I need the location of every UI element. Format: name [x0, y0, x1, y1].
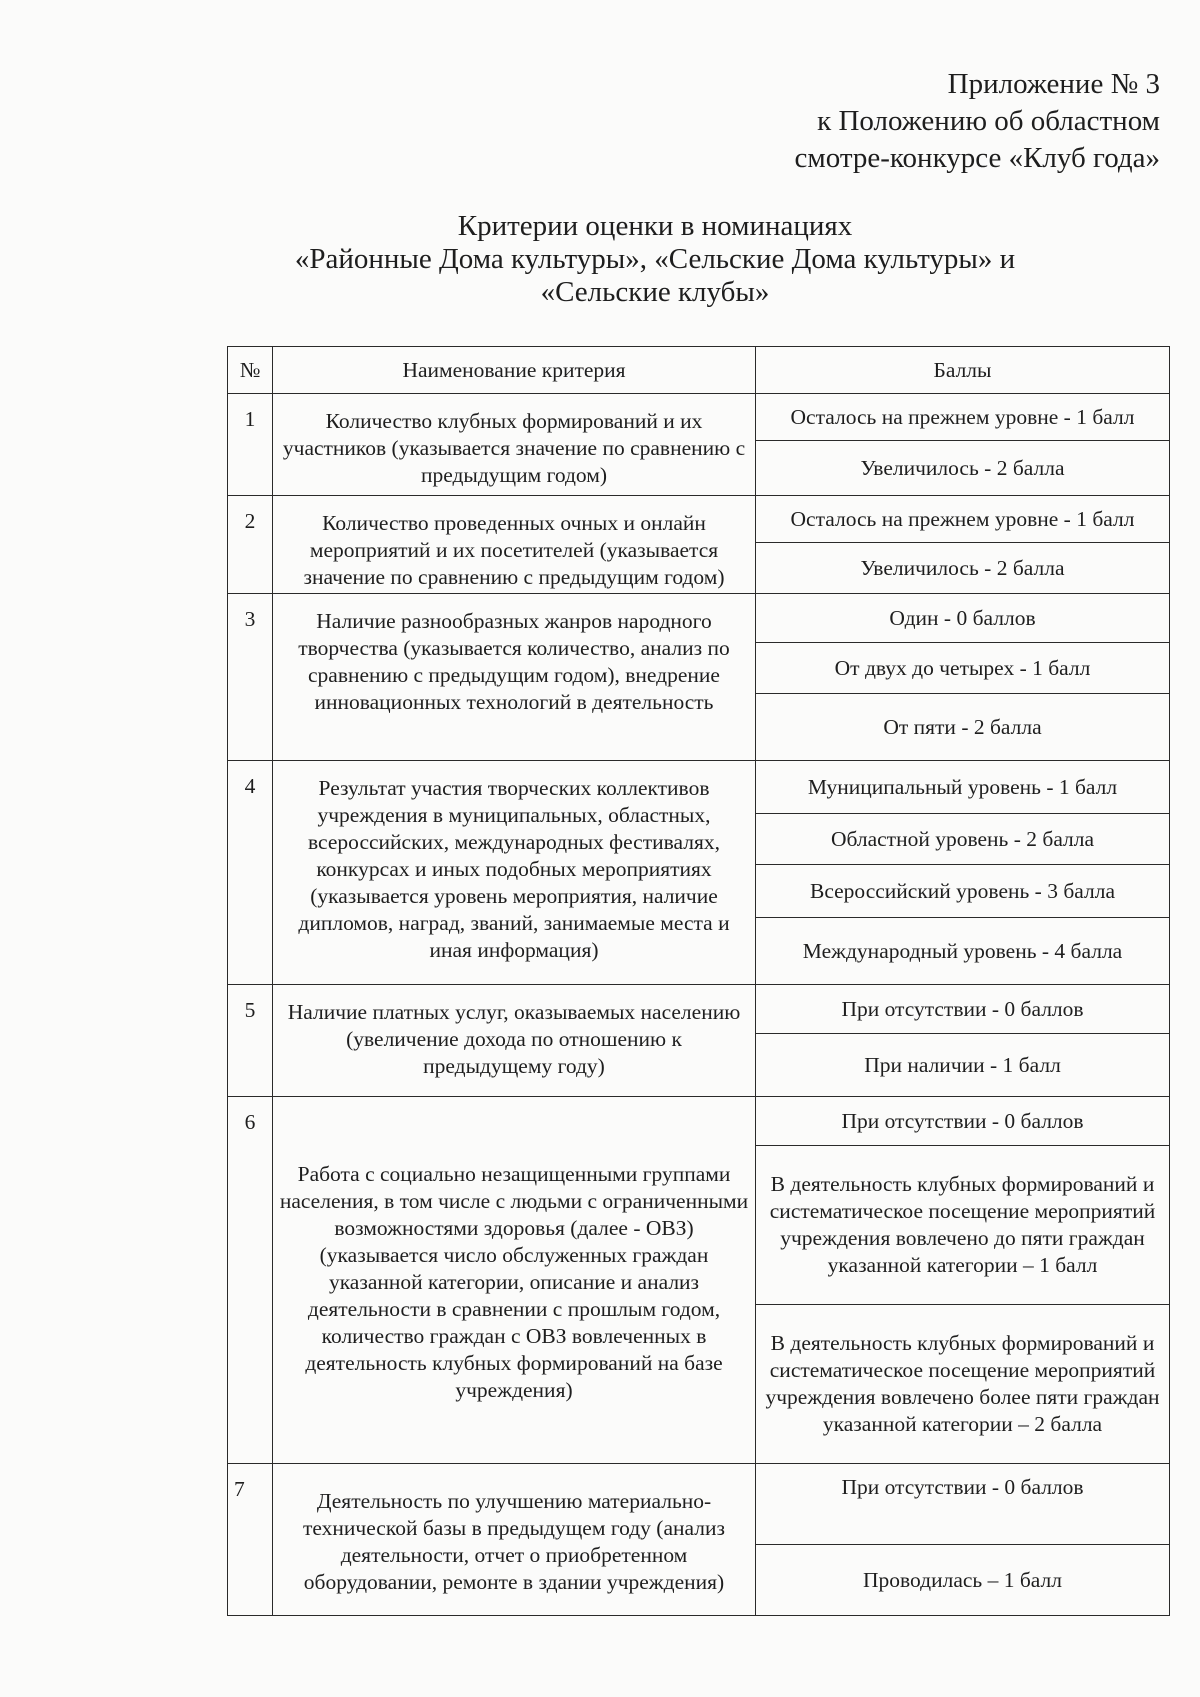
criterion-num: 6 — [228, 1097, 273, 1464]
score-cell: Осталось на прежнем уровне - 1 балл — [756, 394, 1170, 441]
criterion-name: Наличие платных услуг, оказываемых населению (увеличение дохода по отношению к предыдущему году) — [273, 985, 756, 1097]
document-title — [140, 210, 1170, 309]
criteria-table — [227, 346, 1170, 1616]
criterion-num: 7 — [228, 1464, 273, 1616]
header-name: Наименование критерия — [273, 347, 756, 394]
score-cell: Областной уровень - 2 балла — [756, 814, 1170, 865]
score-cell: Увеличилось - 2 балла — [756, 441, 1170, 496]
score-cell: Всероссийский уровень - 3 балла — [756, 865, 1170, 918]
criterion-name: Количество проведенных очных и онлайн мероприятий и их посетителей (указывается значение по сравнению с предыдущим годом) — [273, 496, 756, 594]
score-cell: Увеличилось - 2 балла — [756, 543, 1170, 594]
table-row — [228, 394, 1170, 441]
header-score: Баллы — [756, 347, 1170, 394]
score-cell: Международный уровень - 4 балла — [756, 918, 1170, 985]
appendix-line-3: смотре-конкурсе «Клуб года» — [794, 142, 1160, 174]
appendix-line-2: к Положению об областном — [817, 105, 1160, 137]
score-cell: Осталось на прежнем уровне - 1 балл — [756, 496, 1170, 543]
appendix-line-1: Приложение № 3 — [947, 68, 1160, 100]
table-row — [228, 1097, 1170, 1146]
score-cell: От двух до четырех - 1 балл — [756, 643, 1170, 694]
criterion-name: Результат участия творческих коллективов учреждения в муниципальных, областных, всероссийских, международных фестивалях, конкурсах и иных подобных мероприятиях (указывается уровень мероприятия, наличие дипломов, наград, званий, занимаемые места и иная информация) — [273, 761, 756, 985]
title-line-3: «Сельские клубы» — [540, 276, 770, 308]
table-row — [228, 1464, 1170, 1545]
title-line-2: «Районные Дома культуры», «Сельские Дома культуры» и — [294, 243, 1016, 275]
criterion-num: 2 — [228, 496, 273, 594]
appendix-note — [795, 66, 1160, 177]
table-row — [228, 985, 1170, 1034]
score-cell: Муниципальный уровень - 1 балл — [756, 761, 1170, 814]
score-cell: Проводилась – 1 балл — [756, 1545, 1170, 1616]
criterion-name: Деятельность по улучшению материально-технической базы в предыдущем году (анализ деятельности, отчет о приобретенном оборудовании, ремонте в здании учреждения) — [273, 1464, 756, 1616]
score-cell: При отсутствии - 0 баллов — [756, 1464, 1170, 1545]
score-cell: От пяти - 2 балла — [756, 694, 1170, 761]
table-row — [228, 761, 1170, 814]
criterion-num: 3 — [228, 594, 273, 761]
score-cell: В деятельность клубных формирований и систематическое посещение мероприятий учреждения вовлечено до пяти граждан указанной категории – 1 балл — [756, 1146, 1170, 1305]
criterion-num: 4 — [228, 761, 273, 985]
score-cell: При отсутствии - 0 баллов — [756, 1097, 1170, 1146]
criterion-num: 5 — [228, 985, 273, 1097]
criterion-num: 1 — [228, 394, 273, 496]
title-line-1: Критерии оценки в номинациях — [457, 210, 853, 242]
table-header-row — [228, 347, 1170, 394]
score-cell: При наличии - 1 балл — [756, 1034, 1170, 1097]
criterion-name: Наличие разнообразных жанров народного творчества (указывается количество, анализ по сравнению с предыдущим годом), внедрение инновационных технологий в деятельность — [273, 594, 756, 761]
score-cell: Один - 0 баллов — [756, 594, 1170, 643]
table-row — [228, 496, 1170, 543]
table-row — [228, 594, 1170, 643]
score-cell: При отсутствии - 0 баллов — [756, 985, 1170, 1034]
score-cell: В деятельность клубных формирований и систематическое посещение мероприятий учреждения вовлечено более пяти граждан указанной категории – 2 балла — [756, 1305, 1170, 1464]
criterion-name: Количество клубных формирований и их участников (указывается значение по сравнению с предыдущим годом) — [273, 394, 756, 496]
criterion-name: Работа с социально незащищенными группами населения, в том числе с людьми с ограниченными возможностями здоровья (далее - ОВЗ) (указывается число обслуженных граждан указанной категории, описание и анализ деятельности в сравнении с прошлым годом, количество граждан с ОВЗ вовлеченных в деятельность клубных формирований на базе учреждения) — [273, 1097, 756, 1464]
header-num: № — [228, 347, 273, 394]
